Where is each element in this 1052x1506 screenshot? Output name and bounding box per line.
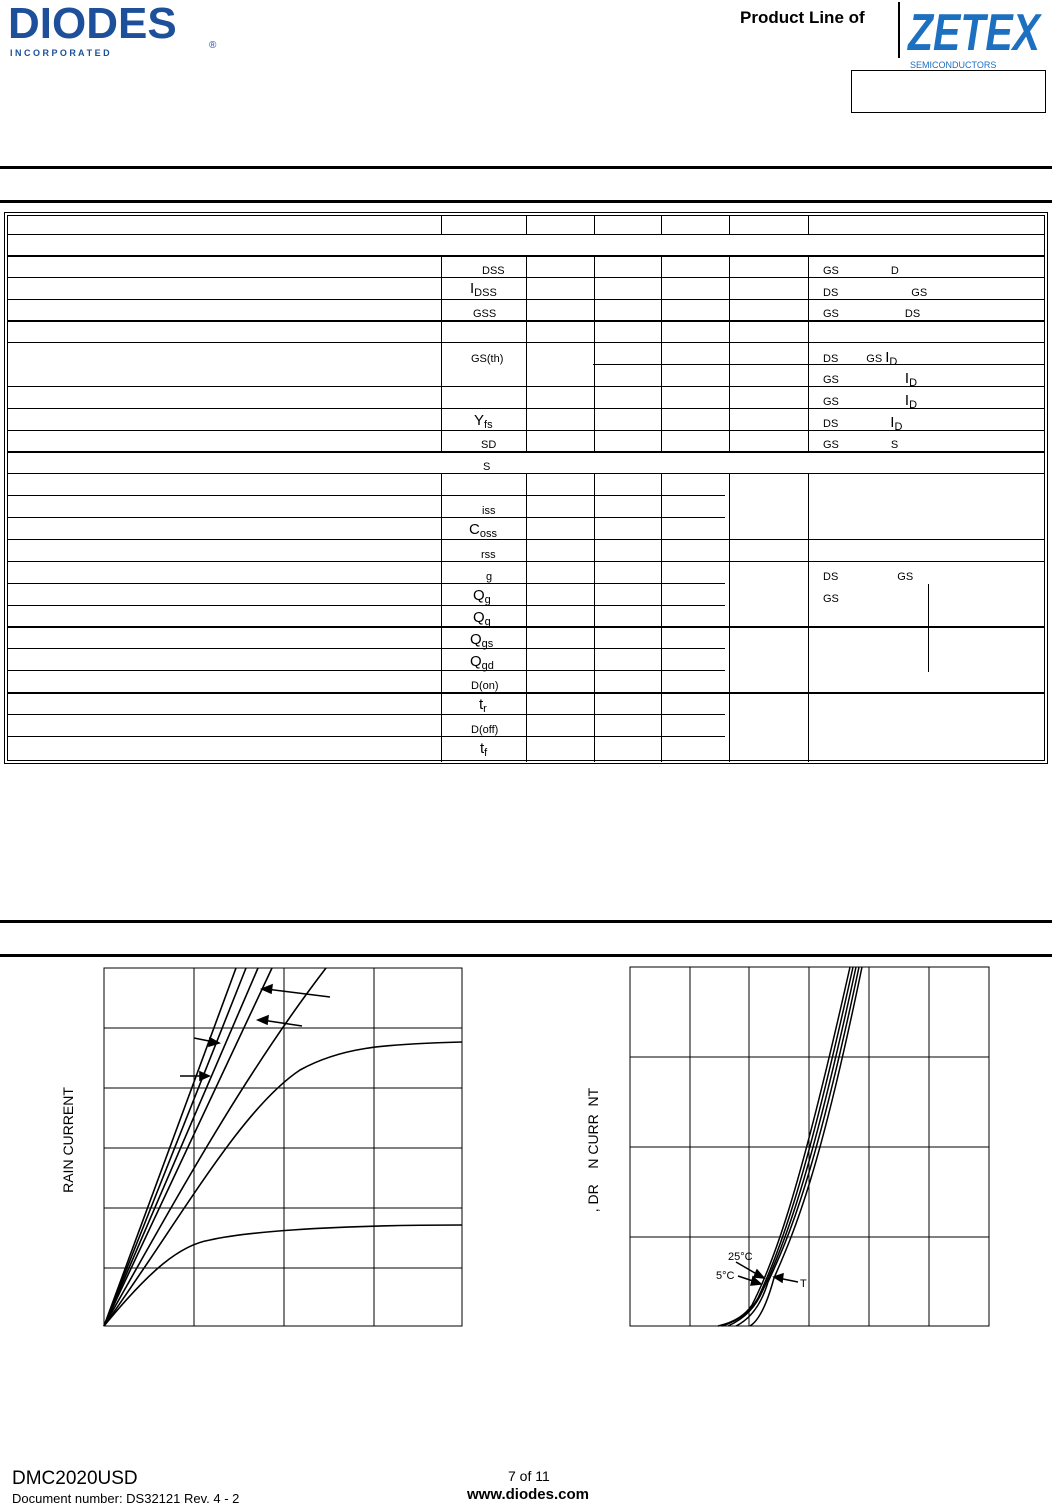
cond-igss: GS DS: [823, 308, 921, 320]
diodes-logo-text: DIODES: [8, 0, 177, 48]
symbol-idss: $I_{DSS}$: [470, 280, 497, 299]
cond-rdson-1: GS $I_D$: [823, 370, 918, 390]
part-number: DMC2020USD: [12, 1468, 138, 1489]
cond-rdson-2: GS $I_D$: [823, 392, 918, 412]
curve-4: [104, 968, 272, 1326]
cond-qg: GS: [823, 593, 839, 605]
cond-bvdss: GS D: [823, 265, 899, 277]
electrical-characteristics-table: [4, 212, 1048, 764]
symbol-tdoff: D(off): [471, 724, 499, 736]
symbol-coss: $C_{oss}$: [469, 521, 497, 540]
curve-5: [104, 968, 326, 1326]
page-number: 7 of 11: [508, 1468, 550, 1484]
annotation-5c: 5°C: [716, 1270, 735, 1282]
diodes-logo-subtext: I N C O R P O R A T E D: [10, 48, 110, 58]
annotation-t: T: [800, 1278, 807, 1290]
annotation-25c: 25°C: [728, 1251, 753, 1263]
zetex-logo-subtext: SEMICONDUCTORS: [910, 60, 997, 70]
table-grid: [7, 215, 1045, 761]
curves: [104, 968, 462, 1326]
status-box: [851, 70, 1046, 113]
transfer-characteristics-chart: [560, 960, 1000, 1340]
diodes-logo: [6, 2, 218, 58]
gridlines: [104, 968, 462, 1326]
cond-vgsth: DS GS $I_D$: [823, 349, 898, 369]
curve-7: [104, 1225, 462, 1326]
symbol-bvdss: DSS: [482, 265, 505, 277]
graph-section-rule-top: [0, 920, 1052, 923]
symbol-is: S: [483, 461, 491, 473]
cond-idss: DS GS: [823, 287, 928, 299]
symbol-vsd: SD: [481, 439, 497, 451]
output-characteristics-chart: [0, 960, 520, 1340]
symbol-qg-2: $Q_g$: [473, 609, 491, 628]
curve-2: [104, 968, 246, 1326]
symbol-qg-1: $Q_g$: [473, 587, 491, 606]
document-number: Document number: DS32121 Rev. 4 - 2: [12, 1491, 240, 1506]
cond-yfs: DS $I_D$: [823, 414, 903, 434]
symbol-qgd: $Q_{gd}$: [470, 653, 494, 672]
symbol-tr: $t_r$: [479, 696, 487, 715]
zetex-logo-text: ZETEX: [906, 4, 1043, 62]
curve-1: [104, 968, 236, 1326]
curve-3: [104, 968, 258, 1326]
symbol-vgsth: GS(th): [471, 353, 504, 365]
website-link[interactable]: www.diodes.com: [467, 1486, 589, 1503]
y-axis-label: RAIN CURRENT: [60, 1087, 76, 1193]
cond-vsd: GS S: [823, 439, 899, 451]
symbol-qgs: $Q_{gs}$: [470, 631, 494, 650]
symbol-tf: $t_f$: [480, 740, 488, 759]
symbol-igss: GSS: [473, 308, 497, 320]
symbol-tdon: D(on): [471, 680, 499, 692]
symbol-yfs: $Y_{fs}$: [474, 412, 493, 431]
cond-rg: DS GS: [823, 571, 914, 583]
registered-mark: ®: [209, 40, 217, 51]
curve-6: [104, 1042, 462, 1326]
section-rule-bottom: [0, 200, 1052, 203]
plot-frame: [104, 968, 462, 1326]
graph-section-rule-bottom: [0, 954, 1052, 957]
symbol-rg: g: [486, 571, 493, 583]
section-rule-top: [0, 166, 1052, 169]
symbol-crss: rss: [481, 549, 496, 561]
product-line-label: Product Line of: [740, 8, 865, 27]
symbol-ciss: iss: [482, 505, 496, 517]
y-axis-label: , DR N CURR NT: [585, 1087, 601, 1213]
zetex-logo: [906, 2, 1044, 70]
header-divider: [898, 2, 900, 58]
